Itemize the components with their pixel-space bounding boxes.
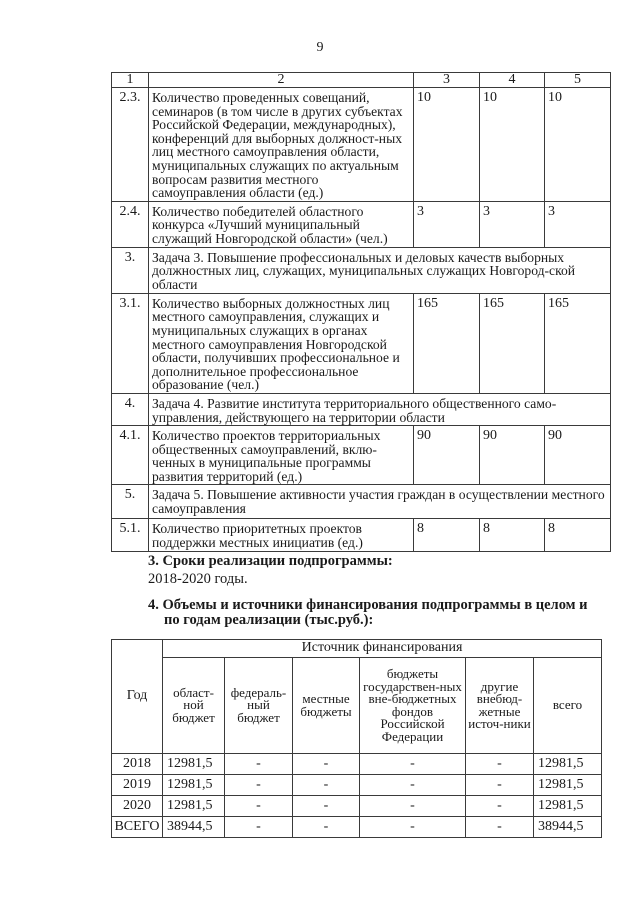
task-text: Задача 4. Развитие института территориального общественного само-управления, действующего на территории области [149,393,611,425]
section-4-heading-line2: по годам реализации (тыс.руб.): [164,611,374,628]
row-number: 3.1. [112,293,149,393]
local-cell: - [293,754,360,775]
col-total: всего [534,658,602,754]
federal-cell: - [225,775,293,796]
financing-table [111,639,602,838]
col-header-4: 4 [480,73,545,88]
value-2018: 165 [414,293,480,393]
table-row [112,426,611,485]
col-federal-budget: федераль-ный бюджет [225,658,293,754]
section-4-heading-line1: 4. Объемы и источники финансирования подпрограммы в целом и [148,597,588,613]
value-2019: 3 [480,201,545,247]
value-2019: 8 [480,519,545,551]
task-text: Задача 5. Повышение активности участия граждан в осуществлении местного самоуправления [149,485,611,519]
value-2018: 10 [414,88,480,202]
task-row [112,393,611,425]
local-cell: - [293,817,360,838]
value-2018: 90 [414,426,480,485]
total-cell: 38944,5 [534,817,602,838]
regional-cell: 12981,5 [163,775,225,796]
indicator-text: Количество проведенных совещаний, семинаров (в том числе в других субъектах Российской Федерации, международных), конференций для выборных должност-ных лиц местного самоуправления области, муниципальных служащих по актуальным вопросам развития местного самоуправления области (ед.) [149,88,414,202]
financing-row [112,775,602,796]
other-cell: - [466,817,534,838]
value-2020: 165 [545,293,611,393]
other-cell: - [466,796,534,817]
financing-total-row [112,817,602,838]
year-header: Год [112,640,163,754]
indicator-text: Количество проектов территориальных общественных самоуправлений, вклю-ченных в муниципальные программы развития территорий (ед.) [149,426,414,485]
value-2019: 10 [480,88,545,202]
table-row [112,293,611,393]
value-2020: 8 [545,519,611,551]
col-regional-budget: област-ной бюджет [163,658,225,754]
value-2020: 10 [545,88,611,202]
col-header-5: 5 [545,73,611,88]
total-cell: 12981,5 [534,775,602,796]
funds-cell: - [360,775,466,796]
section-3-heading: 3. Сроки реализации подпрограммы: [148,553,393,569]
local-cell: - [293,775,360,796]
federal-cell: - [225,817,293,838]
funds-cell: - [360,796,466,817]
year-cell: 2019 [112,775,163,796]
indicators-header-row [112,73,611,88]
row-number: 3. [112,247,149,293]
funds-cell: - [360,817,466,838]
row-number: 5. [112,485,149,519]
year-cell: 2018 [112,754,163,775]
row-number: 4. [112,393,149,425]
value-2020: 90 [545,426,611,485]
regional-cell: 12981,5 [163,754,225,775]
row-number: 2.4. [112,201,149,247]
col-other-sources: другие внебюд-жетные источ-ники [466,658,534,754]
value-2020: 3 [545,201,611,247]
indicator-text: Количество приоритетных проектов поддержки местных инициатив (ед.) [149,519,414,551]
col-local-budgets: местные бюджеты [293,658,360,754]
financing-header-row [112,640,602,658]
task-row [112,485,611,519]
financing-row [112,754,602,775]
section-4-heading [148,598,618,627]
col-header-1: 1 [112,73,149,88]
total-cell: 12981,5 [534,754,602,775]
indicator-text: Количество победителей областного конкурса «Лучший муниципальный служащий Новгородской области» (чел.) [149,201,414,247]
col-extrabudgetary-funds: бюджеты государствен-ных вне-бюджетных фондов Российской Федерации [360,658,466,754]
indicators-table [111,72,611,552]
row-number: 4.1. [112,426,149,485]
funds-cell: - [360,754,466,775]
other-cell: - [466,754,534,775]
row-number: 2.3. [112,88,149,202]
indicator-text: Количество выборных должностных лиц местного самоуправления, служащих и муниципальных служащих в органах местного самоуправления Новгородской области, получивших профессиональное и дополнительное профессиональное образование (чел.) [149,293,414,393]
table-row [112,201,611,247]
source-header: Источник финансирования [163,640,602,658]
regional-cell: 38944,5 [163,817,225,838]
value-2018: 3 [414,201,480,247]
financing-row [112,796,602,817]
federal-cell: - [225,754,293,775]
col-header-2: 2 [149,73,414,88]
table-row [112,88,611,202]
col-header-3: 3 [414,73,480,88]
table-row [112,519,611,551]
year-cell: ВСЕГО [112,817,163,838]
total-cell: 12981,5 [534,796,602,817]
task-text: Задача 3. Повышение профессиональных и деловых качеств выборных должностных лиц, служащих, муниципальных служащих Новгород-ской области [149,247,611,293]
federal-cell: - [225,796,293,817]
task-row [112,247,611,293]
row-number: 5.1. [112,519,149,551]
other-cell: - [466,775,534,796]
value-2019: 165 [480,293,545,393]
year-cell: 2020 [112,796,163,817]
value-2019: 90 [480,426,545,485]
local-cell: - [293,796,360,817]
page-number: 9 [316,40,324,55]
value-2018: 8 [414,519,480,551]
financing-subheader-row [112,658,602,754]
regional-cell: 12981,5 [163,796,225,817]
section-3-text: 2018-2020 годы. [148,571,248,587]
